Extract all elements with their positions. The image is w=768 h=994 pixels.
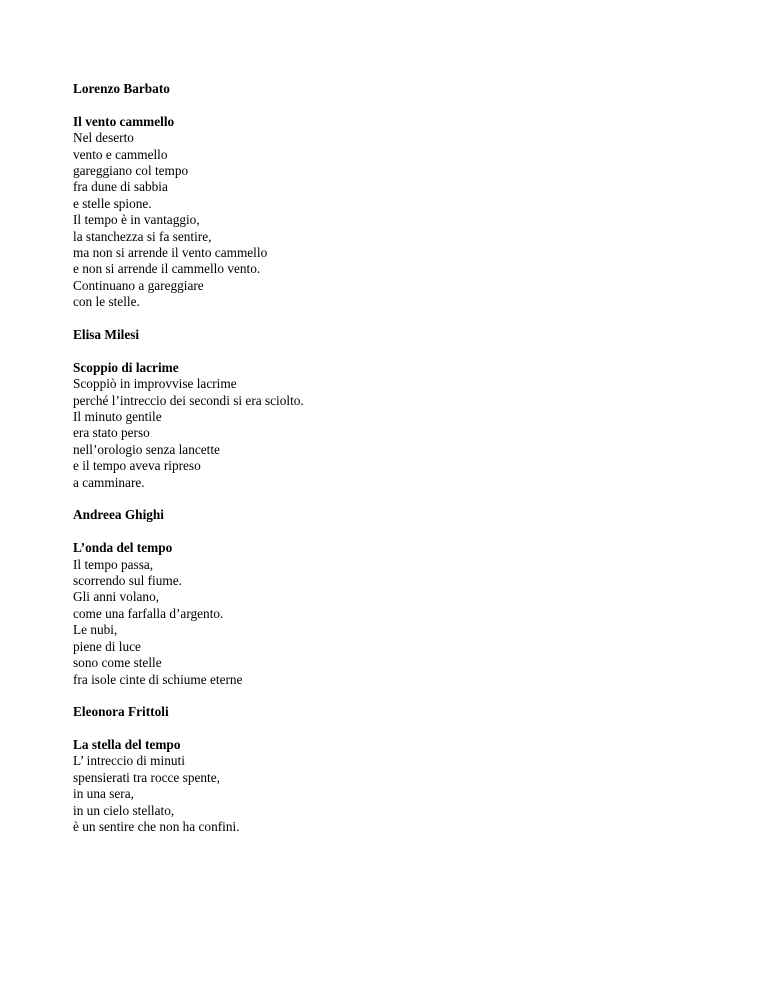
poem-line: Gli anni volano, [73, 589, 160, 605]
poem-line: nell’orologio senza lancette [73, 441, 220, 457]
poem-line: Il tempo è in vantaggio, [73, 212, 200, 228]
poem-line: L’ intreccio di minuti [73, 753, 185, 769]
poem-line: perché l’intreccio dei secondi si era sciolto. [73, 392, 304, 408]
poem-section [73, 327, 713, 507]
spacer [73, 688, 713, 704]
spacer [73, 721, 713, 737]
poem-line: con le stelle. [73, 294, 140, 310]
poem-line: piene di luce [73, 638, 141, 654]
poem-author: Eleonora Frittoli [73, 704, 169, 720]
poem-line: la stanchezza si fa sentire, [73, 228, 212, 244]
spacer [73, 343, 713, 359]
poem-section [73, 704, 713, 835]
poem-section [73, 81, 713, 327]
poem-line: scorrendo sul fiume. [73, 573, 182, 589]
spacer [73, 491, 713, 507]
poem-line: in un cielo stellato, [73, 802, 175, 818]
poem-title: L’onda del tempo [73, 540, 173, 556]
poem-title: Il vento cammello [73, 113, 175, 129]
poem-line: fra dune di sabbia [73, 179, 168, 195]
poem-line: Il tempo passa, [73, 556, 154, 572]
poem-line: Continuano a gareggiare [73, 277, 204, 293]
poem-line: Le nubi, [73, 622, 118, 638]
poem-line: vento e cammello [73, 146, 168, 162]
spacer [73, 311, 713, 327]
poem-line: in una sera, [73, 786, 134, 802]
spacer [73, 524, 713, 540]
poem-author: Andreea Ghighi [73, 507, 165, 523]
document-page [73, 81, 713, 836]
poem-author: Lorenzo Barbato [73, 81, 170, 96]
poem-line: e il tempo aveva ripreso [73, 458, 201, 474]
poem-line: era stato perso [73, 425, 150, 441]
poem-title: La stella del tempo [73, 737, 181, 753]
poem-line: ma non si arrende il vento cammello [73, 245, 268, 261]
poem-section [73, 507, 713, 704]
poem-line: Il minuto gentile [73, 409, 162, 425]
poem-line: e non si arrende il cammello vento. [73, 261, 261, 277]
poem-line: fra isole cinte di schiume eterne [73, 671, 243, 687]
poem-line: gareggiano col tempo [73, 163, 189, 178]
poem-line: spensierati tra rocce spente, [73, 769, 220, 785]
poem-line: come una farfalla d’argento. [73, 605, 224, 621]
poem-author: Elisa Milesi [73, 327, 140, 343]
poem-line: sono come stelle [73, 655, 162, 671]
poem-line: Nel deserto [73, 130, 134, 146]
spacer [73, 97, 713, 113]
poem-line: e stelle spione. [73, 195, 152, 211]
poem-line: Scoppiò in improvvise lacrime [73, 376, 237, 392]
poem-line: a camminare. [73, 474, 145, 490]
poem-title: Scoppio di lacrime [73, 359, 179, 375]
poem-line: è un sentire che non ha confini. [73, 819, 240, 835]
